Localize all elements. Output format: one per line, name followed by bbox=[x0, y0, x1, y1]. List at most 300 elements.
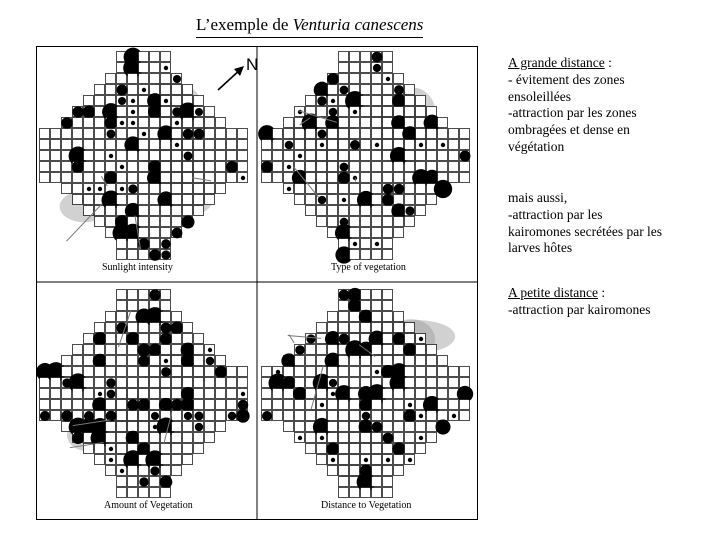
arena-cell bbox=[216, 378, 226, 388]
arena-cell bbox=[350, 323, 360, 333]
arena-cell bbox=[216, 356, 226, 366]
arena-cell bbox=[205, 422, 215, 432]
arena-cell bbox=[394, 411, 404, 421]
arena-cell bbox=[405, 334, 415, 344]
observation-dot bbox=[127, 399, 139, 411]
arena-cell bbox=[339, 444, 349, 454]
arena-cell bbox=[405, 444, 415, 454]
arena-cell bbox=[172, 367, 182, 377]
observation-dot bbox=[131, 121, 135, 125]
arena-cell bbox=[339, 433, 349, 443]
observation-dot bbox=[320, 403, 324, 407]
arena-cell bbox=[95, 217, 105, 227]
arena-cell bbox=[194, 173, 204, 183]
arena-cell bbox=[405, 389, 415, 399]
arena-cell bbox=[306, 400, 316, 410]
arena-cell bbox=[117, 400, 127, 410]
observation-dot bbox=[327, 73, 339, 85]
arena-cell bbox=[117, 444, 127, 454]
also-note bbox=[508, 190, 708, 257]
observation-dot bbox=[419, 143, 423, 147]
arena-cell bbox=[139, 184, 149, 194]
arena-cell bbox=[161, 107, 171, 117]
arena-cell bbox=[227, 367, 237, 377]
arena-cell bbox=[383, 206, 393, 216]
arena-cell bbox=[161, 162, 171, 172]
arena-cell bbox=[106, 323, 116, 333]
arena-cell bbox=[95, 85, 105, 95]
arena-cell bbox=[73, 129, 83, 139]
arena-cell bbox=[383, 323, 393, 333]
arena-cell bbox=[295, 411, 305, 421]
observation-dot bbox=[181, 398, 195, 412]
arena-cell bbox=[372, 455, 382, 465]
arena-cell bbox=[128, 301, 138, 311]
observation-dot bbox=[109, 458, 113, 462]
arena-cell bbox=[51, 400, 61, 410]
arena-cell bbox=[84, 389, 94, 399]
observation-dot bbox=[194, 129, 205, 140]
arena-cell bbox=[150, 151, 160, 161]
arena-cell bbox=[339, 118, 349, 128]
arena-cell bbox=[150, 356, 160, 366]
arena-cell bbox=[216, 389, 226, 399]
arena-cell bbox=[427, 140, 437, 150]
observation-dot bbox=[175, 121, 179, 125]
observation-dot bbox=[105, 117, 118, 130]
observation-dot bbox=[339, 290, 350, 301]
arena-cell bbox=[172, 345, 182, 355]
arena-cell bbox=[117, 488, 127, 498]
arena-cell bbox=[128, 378, 138, 388]
arena-cell bbox=[383, 466, 393, 476]
arena-cell bbox=[394, 466, 404, 476]
arena-cell bbox=[84, 378, 94, 388]
observation-dot bbox=[287, 165, 291, 169]
arena-cell bbox=[216, 184, 226, 194]
arena-cell bbox=[449, 400, 459, 410]
arena-cell bbox=[227, 173, 237, 183]
arena-cell bbox=[84, 151, 94, 161]
arena-cell bbox=[150, 63, 160, 73]
arena-cell bbox=[172, 433, 182, 443]
arena-cell bbox=[139, 422, 149, 432]
arena-cell bbox=[328, 162, 338, 172]
observation-dot bbox=[106, 411, 117, 422]
arena-cell bbox=[361, 206, 371, 216]
arena-cell bbox=[183, 184, 193, 194]
arena-cell bbox=[139, 389, 149, 399]
observation-dot bbox=[195, 108, 203, 116]
arena-cell bbox=[405, 433, 415, 443]
arena-cell bbox=[194, 151, 204, 161]
arena-cell bbox=[350, 356, 360, 366]
arena-cell bbox=[350, 444, 360, 454]
observation-dot bbox=[161, 367, 171, 377]
observation-dot bbox=[142, 88, 146, 92]
arena-cell bbox=[139, 52, 149, 62]
arena-cell bbox=[405, 422, 415, 432]
arena-cell bbox=[139, 96, 149, 106]
arena-cell bbox=[95, 140, 105, 150]
arena-cell bbox=[416, 356, 426, 366]
arena-cell bbox=[205, 184, 215, 194]
arena-cell bbox=[84, 96, 94, 106]
arena-cell bbox=[262, 173, 272, 183]
arena-cell bbox=[51, 129, 61, 139]
arena-cell bbox=[295, 367, 305, 377]
arena-cell bbox=[139, 228, 149, 238]
arena-cell bbox=[227, 400, 237, 410]
arena-cell bbox=[405, 96, 415, 106]
observation-dot bbox=[383, 184, 394, 195]
arena-cell bbox=[161, 206, 171, 216]
arena-cell bbox=[372, 433, 382, 443]
arena-cell bbox=[273, 400, 283, 410]
arena-cell bbox=[106, 433, 116, 443]
arena-cell bbox=[73, 345, 83, 355]
arena-cell bbox=[460, 411, 470, 421]
arena-cell bbox=[383, 389, 393, 399]
arena-cell bbox=[372, 151, 382, 161]
arena-cell bbox=[238, 162, 248, 172]
observation-dot bbox=[164, 66, 168, 70]
arena-cell bbox=[328, 217, 338, 227]
arena-cell bbox=[339, 63, 349, 73]
arena-cell bbox=[372, 444, 382, 454]
arena-cell bbox=[172, 206, 182, 216]
arena-cell bbox=[460, 400, 470, 410]
arena-cell bbox=[306, 206, 316, 216]
arena-cell bbox=[416, 422, 426, 432]
arena-cell bbox=[350, 367, 360, 377]
arena-cell bbox=[117, 239, 127, 249]
arena-cell bbox=[416, 129, 426, 139]
arena-cell bbox=[172, 466, 182, 476]
arena-cell bbox=[194, 334, 204, 344]
observation-dot bbox=[72, 432, 84, 444]
arena-cell bbox=[405, 85, 415, 95]
arena-cell bbox=[117, 477, 127, 487]
arena-cell bbox=[95, 173, 105, 183]
arena-cell bbox=[405, 107, 415, 117]
arena-cell bbox=[405, 184, 415, 194]
long-distance-line: - évitement des zones bbox=[508, 71, 625, 87]
arena-cell bbox=[339, 323, 349, 333]
arena-cell bbox=[262, 400, 272, 410]
arena-cell bbox=[73, 389, 83, 399]
arena-cell bbox=[350, 129, 360, 139]
slide-title bbox=[196, 15, 423, 35]
arena-cell bbox=[339, 455, 349, 465]
arena-cell bbox=[383, 301, 393, 311]
arena-cell bbox=[161, 455, 171, 465]
arena-cell bbox=[383, 118, 393, 128]
arena-cell bbox=[161, 389, 171, 399]
arena-cell bbox=[216, 400, 226, 410]
arena-cell bbox=[317, 162, 327, 172]
arena-cell bbox=[194, 345, 204, 355]
arena-cell bbox=[216, 129, 226, 139]
arena-cell bbox=[306, 345, 316, 355]
arena-cell bbox=[183, 118, 193, 128]
observation-dot bbox=[331, 392, 335, 396]
arena-cell bbox=[295, 356, 305, 366]
arena-cell bbox=[372, 312, 382, 322]
arena-cell bbox=[84, 345, 94, 355]
arena-cell bbox=[405, 378, 415, 388]
arena-cell bbox=[361, 173, 371, 183]
arena-cell bbox=[150, 217, 160, 227]
arena-cell bbox=[361, 367, 371, 377]
observation-dot bbox=[151, 412, 159, 420]
arena-cell bbox=[273, 129, 283, 139]
arena-cell bbox=[427, 345, 437, 355]
arena-cell bbox=[339, 151, 349, 161]
observation-dot bbox=[362, 412, 371, 421]
arena-cell bbox=[339, 206, 349, 216]
observation-dot bbox=[87, 187, 91, 191]
arena-cell bbox=[306, 173, 316, 183]
arena-cell bbox=[40, 162, 50, 172]
arena-cell bbox=[339, 400, 349, 410]
arena-cell bbox=[73, 195, 83, 205]
arena-cell bbox=[128, 250, 138, 260]
arena-cell bbox=[438, 356, 448, 366]
arena-cell bbox=[95, 455, 105, 465]
arena-cell bbox=[128, 85, 138, 95]
arena-cell bbox=[317, 173, 327, 183]
arena-cell bbox=[372, 96, 382, 106]
arena-cell bbox=[139, 323, 149, 333]
arena-cell bbox=[317, 107, 327, 117]
arena-cell bbox=[205, 151, 215, 161]
arena-cell bbox=[216, 151, 226, 161]
observation-dot bbox=[306, 334, 315, 343]
observation-dot bbox=[373, 64, 381, 72]
arena-cell bbox=[361, 217, 371, 227]
observation-dot bbox=[340, 86, 349, 95]
arena-cell bbox=[306, 140, 316, 150]
arena-cell bbox=[284, 411, 294, 421]
arena-cell bbox=[383, 411, 393, 421]
arena-cell bbox=[416, 195, 426, 205]
long-distance-note bbox=[508, 55, 708, 156]
observation-dot bbox=[403, 409, 416, 422]
arena-cell bbox=[194, 140, 204, 150]
arena-cell bbox=[405, 151, 415, 161]
arena-cell bbox=[383, 217, 393, 227]
arena-cell bbox=[372, 345, 382, 355]
arena-cell bbox=[205, 107, 215, 117]
arena-cell bbox=[95, 367, 105, 377]
observation-dot bbox=[171, 322, 184, 335]
arena-cell bbox=[383, 334, 393, 344]
observation-dot bbox=[150, 466, 159, 475]
arena-cell bbox=[139, 250, 149, 260]
arena-cell bbox=[350, 63, 360, 73]
arena-cell bbox=[128, 488, 138, 498]
arena-cell bbox=[216, 140, 226, 150]
arena-cell bbox=[194, 356, 204, 366]
arena-cell bbox=[383, 444, 393, 454]
arena-cell bbox=[128, 151, 138, 161]
arena-cell bbox=[117, 378, 127, 388]
arena-cell bbox=[284, 151, 294, 161]
arena-cell bbox=[51, 411, 61, 421]
observation-dot bbox=[175, 143, 179, 147]
observation-dot bbox=[329, 379, 337, 387]
observation-dot bbox=[164, 359, 168, 363]
arena-cell bbox=[150, 140, 160, 150]
arena-cell bbox=[361, 85, 371, 95]
arena-cell bbox=[194, 433, 204, 443]
arena-cell bbox=[350, 151, 360, 161]
observation-dot bbox=[262, 411, 272, 421]
arena-cell bbox=[139, 162, 149, 172]
arena-cell bbox=[339, 466, 349, 476]
arena-cell bbox=[295, 400, 305, 410]
arena-cell bbox=[161, 228, 171, 238]
arena-cell bbox=[438, 378, 448, 388]
arena-cell bbox=[416, 378, 426, 388]
arena-cell bbox=[150, 118, 160, 128]
arena-cell bbox=[205, 400, 215, 410]
arena-cell bbox=[128, 356, 138, 366]
arena-cell bbox=[161, 312, 171, 322]
arena-cell bbox=[150, 85, 160, 95]
arena-cell bbox=[262, 140, 272, 150]
arena-cell bbox=[194, 96, 204, 106]
observation-dot bbox=[107, 130, 116, 139]
arena-cell bbox=[150, 74, 160, 84]
arena-cell bbox=[194, 206, 204, 216]
arena-cell bbox=[183, 85, 193, 95]
arena-cell bbox=[183, 422, 193, 432]
arena-cell bbox=[51, 140, 61, 150]
figure-grid bbox=[36, 46, 478, 520]
arena-cell bbox=[339, 74, 349, 84]
arena-cell bbox=[361, 356, 371, 366]
arena-cell bbox=[350, 162, 360, 172]
arena-cell bbox=[273, 411, 283, 421]
arena-cell bbox=[284, 367, 294, 377]
arena-cell bbox=[361, 444, 371, 454]
arena-cell bbox=[62, 140, 72, 150]
caption-vegetation-distance: Distance to Vegetation bbox=[321, 500, 412, 511]
observation-dot bbox=[83, 106, 96, 119]
arena-cell bbox=[317, 389, 327, 399]
arena-cell bbox=[361, 129, 371, 139]
observation-dot bbox=[131, 110, 135, 114]
arena-cell bbox=[117, 250, 127, 260]
arena-cell bbox=[117, 173, 127, 183]
also-line: mais aussi, bbox=[508, 190, 568, 205]
observation-dot bbox=[392, 94, 406, 108]
arena-cell bbox=[216, 411, 226, 421]
arena-cell bbox=[361, 162, 371, 172]
arena-cell bbox=[227, 129, 237, 139]
arena-cell bbox=[306, 162, 316, 172]
arena-cell bbox=[350, 488, 360, 498]
arena-cell bbox=[161, 74, 171, 84]
arena-cell bbox=[350, 466, 360, 476]
arena-cell bbox=[328, 140, 338, 150]
arena-cell bbox=[383, 173, 393, 183]
arena-cell bbox=[339, 140, 349, 150]
arena-cell bbox=[350, 378, 360, 388]
arena-cell bbox=[339, 129, 349, 139]
arena-cell bbox=[372, 356, 382, 366]
arena-cell bbox=[95, 129, 105, 139]
arena-cell bbox=[150, 477, 160, 487]
arena-cell bbox=[128, 466, 138, 476]
arena-cell bbox=[328, 422, 338, 432]
arena-cell bbox=[84, 400, 94, 410]
arena-cell bbox=[150, 367, 160, 377]
arena-cell bbox=[183, 455, 193, 465]
arena-cell bbox=[238, 140, 248, 150]
arena-cell bbox=[150, 206, 160, 216]
arena-cell bbox=[460, 367, 470, 377]
arena-cell bbox=[139, 433, 149, 443]
arena-cell bbox=[317, 323, 327, 333]
arena-cell bbox=[339, 367, 349, 377]
arena-cell bbox=[95, 151, 105, 161]
arena-cell bbox=[183, 367, 193, 377]
arena-cell bbox=[361, 52, 371, 62]
arena-cell bbox=[51, 378, 61, 388]
arena-cell bbox=[183, 433, 193, 443]
observation-dot bbox=[452, 414, 456, 418]
observation-dot bbox=[93, 332, 107, 346]
arena-cell bbox=[150, 184, 160, 194]
observation-dot bbox=[120, 121, 124, 125]
arena-cell bbox=[416, 107, 426, 117]
arena-cell bbox=[172, 217, 182, 227]
observation-dot bbox=[120, 187, 124, 191]
observation-dot bbox=[161, 239, 171, 249]
arena-cell bbox=[328, 195, 338, 205]
arena-cell bbox=[84, 195, 94, 205]
arena-cell bbox=[372, 107, 382, 117]
arena-cell bbox=[328, 466, 338, 476]
arena-cell bbox=[460, 173, 470, 183]
observation-dot bbox=[164, 99, 168, 103]
arena-cell bbox=[106, 345, 116, 355]
arena-cell bbox=[128, 422, 138, 432]
observation-dot bbox=[329, 108, 338, 117]
observation-dot bbox=[394, 85, 404, 95]
arena-cell bbox=[117, 290, 127, 300]
arena-cell bbox=[172, 422, 182, 432]
arena-cell bbox=[339, 411, 349, 421]
arena-cell bbox=[372, 217, 382, 227]
arena-cell bbox=[383, 488, 393, 498]
arena-cell bbox=[350, 422, 360, 432]
arena-cell bbox=[62, 162, 72, 172]
arena-cell bbox=[106, 466, 116, 476]
arena-cell bbox=[438, 389, 448, 399]
arena-cell bbox=[150, 378, 160, 388]
arena-cell bbox=[161, 151, 171, 161]
arena-cell bbox=[40, 389, 50, 399]
arena-cell bbox=[361, 250, 371, 260]
arena-cell bbox=[161, 444, 171, 454]
arena-cell bbox=[306, 367, 316, 377]
arena-cell bbox=[372, 195, 382, 205]
arena-cell bbox=[172, 96, 182, 106]
